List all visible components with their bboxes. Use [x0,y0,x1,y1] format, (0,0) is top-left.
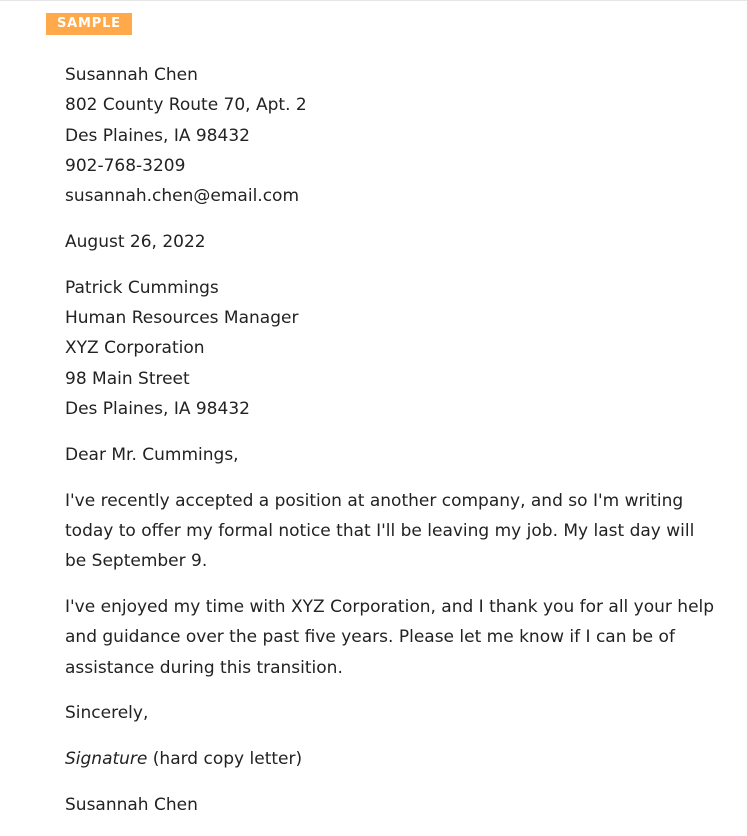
recipient-name: Patrick Cummings [65,277,219,298]
sender-email: susannah.chen@email.com [65,186,299,207]
top-divider [0,0,747,1]
closing: Sincerely, [65,703,149,724]
body-paragraph: I've recently accepted a position at another company, and so I'm writing today to offer my formal notice that I'll be leaving my job. My last day will be September 9. [65,490,695,572]
recipient-company: XYZ Corporation [65,338,205,359]
letter-date: August 26, 2022 [65,231,206,252]
recipient-title: Human Resources Manager [65,308,299,329]
recipient-block [65,273,715,424]
sender-phone: 902-768-3209 [65,155,186,176]
letter-body [65,60,715,836]
sender-address-line-2: Des Plaines, IA 98432 [65,125,250,146]
salutation: Dear Mr. Cummings, [65,444,239,465]
sample-badge: SAMPLE [46,13,132,35]
body-paragraph: I've enjoyed my time with XYZ Corporation, and I thank you for all your help and guidance over the past five years. Please let me know if I can be of assistance during this transition. [65,596,715,678]
sender-block [65,60,715,211]
signature-word: Signature [65,749,148,770]
sender-name: Susannah Chen [65,65,198,85]
recipient-city: Des Plaines, IA 98432 [65,398,250,419]
sender-address-line-1: 802 County Route 70, Apt. 2 [65,95,307,116]
signature-line [65,744,715,774]
signer-name: Susannah Chen [65,794,198,815]
signature-note: (hard copy letter) [147,749,303,770]
recipient-street: 98 Main Street [65,368,190,389]
